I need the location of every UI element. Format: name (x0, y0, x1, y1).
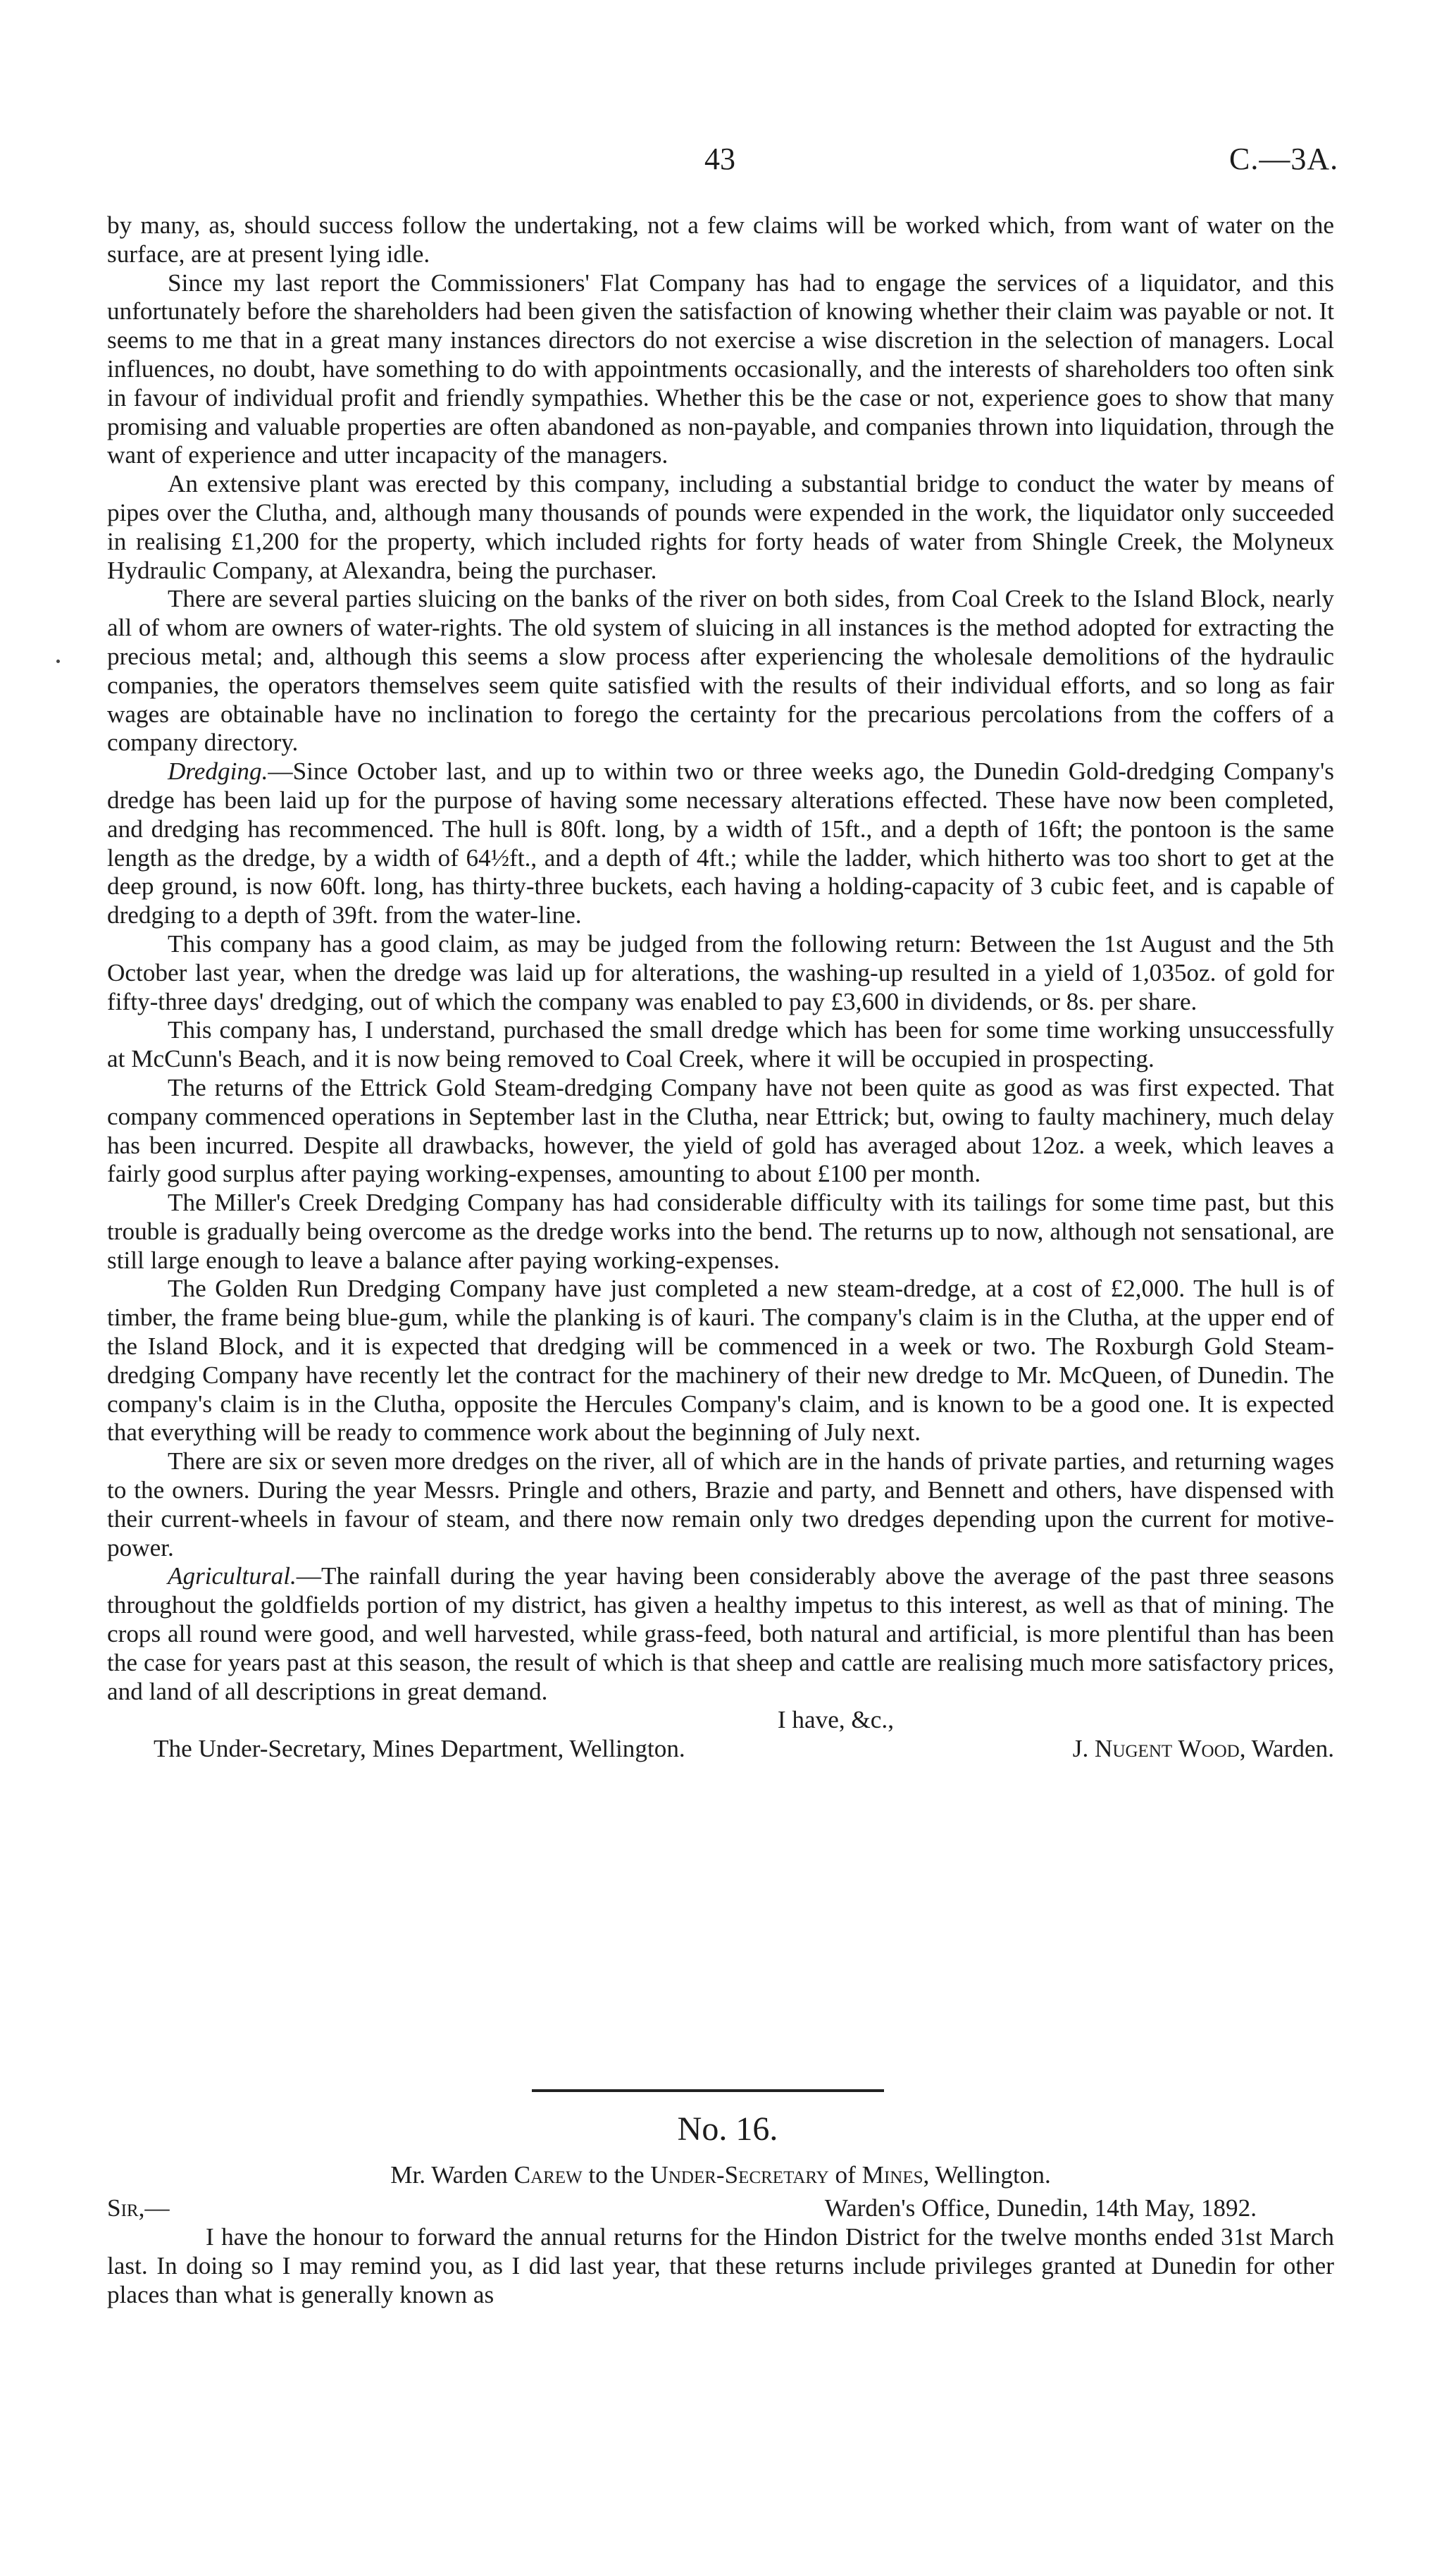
document-reference: C.—3A. (1229, 142, 1339, 176)
sign-off: I have, &c., (777, 1706, 894, 1734)
paragraph-plant: An extensive plant was erected by this company, including a substantial bridge to conduct the water by means of pipes over the Clutha, and, although many thousands of pounds were expended in the work, the liquidator only succeeded in realising £1,200 for the property, which included rights for forty heads of water from Shingle Creek, the Molyneux Hydraulic Company, at Alexandra, being the purchaser. (107, 470, 1334, 584)
paragraph-claim-return: This company has a good claim, as may be judged from the following return: Between the 1st August and the 5th October last year, when the dredge was laid up for alterations, the washing-up resulted in a yield of 1,035oz. of gold for fifty-three days' dredging, out of which the company was enabled to pay £3,600 in dividends, or 8s. per share. (107, 929, 1334, 1015)
heading-recipient: Under-Secretary (650, 2161, 829, 2189)
paragraph-golden-run: The Golden Run Dredging Company have just completed a new steam-dredge, at a cost of £2,000. The hull is of timber, the frame being blue-gum, while the planking is of kauri. The company's claim is in the Clutha, at the upper end of the Island Block, and it is expected that dredging will be commenced in a week or two. The Roxburgh Gold Steam-dredging Company have recently let the contract for the machinery of their new dredge to Mr. McQueen, of Dunedin. The company's claim is in the Clutha, opposite the Hercules Company's claim, and is known to be a good one. It is expected that everything will be ready to commence work about the beginning of July next. (107, 1275, 1334, 1447)
heading-suffix: , Wellington. (923, 2161, 1051, 2189)
paragraph-continuation: by many, as, should success follow the undertaking, not a few claims will be worked which, from want of water on the surface, are at present lying idle. (107, 211, 1334, 268)
heading-mines: Mines (861, 2161, 923, 2189)
heading-prefix: Mr. Warden (390, 2161, 514, 2189)
margin-speck (56, 660, 60, 663)
section-divider (532, 2089, 884, 2092)
agricultural-text: —The rainfall during the year having been considerably above the average of the past three seasons throughout the goldfields portion of my district, has given a healthy impetus to this interest, as well as that of mining. The crops all round were good, and well harvested, while grass-feed, both natural and artificial, is more plentiful than has been the case for years past at this season, the result of which is that sheep and cattle are realising much more satisfactory prices, and land of all descriptions in great demand. (107, 1562, 1334, 1705)
paragraph-sluicing: There are several parties sluicing on the banks of the river on both sides, from Coal Creek to the Island Block, nearly all of whom are owners of water-rights. The old system of sluicing in all instances is the method adopted for extracting the precious metal; and, although this seems a slow process after experiencing the wholesale demolitions of the hydraulic companies, the operators themselves seem quite satisfied with the results of their individual efforts, and so long as fair wages are obtainable have no inclination to forego the certainty for the precarious percolations from the coffers of a company directory. (107, 585, 1334, 757)
salutation-row (107, 2194, 1334, 2222)
paragraph-private-dredges: There are six or seven more dredges on the river, all of which are in the hands of private parties, and returning wages to the owners. During the year Messrs. Pringle and others, Brazie and party, and Bennett and others, have dispensed with their current-wheels in favour of steam, and there now remain only two dredges depending upon the current for motive-power. (107, 1447, 1334, 1561)
page-header (0, 141, 1456, 183)
heading-of: of (828, 2161, 862, 2189)
paragraph-ettrick: The returns of the Ettrick Gold Steam-dredging Company have not been quite as good as was first expected. That company commenced operations in September last in the Clutha, near Ettrick; but, owing to faulty machinery, much delay has been incurred. Despite all drawbacks, however, the yield of gold has averaged about 12oz. a week, which leaves a fairly good surplus after paying working-expenses, amounting to about £100 per month. (107, 1073, 1334, 1188)
letter-heading (107, 2160, 1334, 2189)
recipient-line: The Under-Secretary, Mines Department, Wellington. (154, 1735, 685, 1763)
report-body (107, 211, 1334, 1764)
paragraph-small-dredge: This company has, I understand, purchased the small dredge which has been for some time working unsuccessfully at McCunn's Beach, and it is now being removed to Coal Creek, where it will be occupied in prospecting. (107, 1016, 1334, 1073)
signature-title: , Warden. (1239, 1735, 1334, 1763)
paragraph-agricultural (107, 1562, 1334, 1706)
heading-sender: Carew (514, 2161, 583, 2189)
paragraph-liquidator: Since my last report the Commissioners' Flat Company has had to engage the services of a liquidator, and this unfortunately before the shareholders had been given the satisfaction of knowing whether their claim was payable or not. It seems to me that in a great many instances directors do not exercise a wise discretion in the selection of managers. Local influences, no doubt, have something to do with appointments occasionally, and the interests of shareholders too often sink in favour of individual profit and friendly sympathies. Whether this be the case or not, experience goes to show that many promising and valuable properties are often abandoned as non-payable, and companies thrown into liquidation, through the want of experience and utter incapacity of the managers. (107, 268, 1334, 469)
letter-no-16 (107, 2108, 1334, 2309)
place-date: Warden's Office, Dunedin, 14th May, 1892. (824, 2194, 1257, 2222)
agricultural-label: Agricultural. (168, 1562, 297, 1590)
paragraph-dredging (107, 757, 1334, 930)
heading-mid: to the (582, 2161, 651, 2189)
recipient-signature-row (107, 1735, 1334, 1764)
letter-body: I have the honour to forward the annual returns for the Hindon District for the twelve months ended 31st March last. In doing so I may remind you, as I did last year, that these returns include privileges granted at Dunedin for other places than what is generally known as (107, 2223, 1334, 2308)
sign-off-row (107, 1706, 1334, 1735)
signature-name: J. Nugent Wood (1072, 1735, 1240, 1763)
letter-number: No. 16. (677, 2110, 778, 2148)
salutation: Sir,— (107, 2194, 170, 2222)
page-number: 43 (704, 142, 735, 176)
dredging-label: Dredging. (168, 757, 268, 786)
paragraph-millers-creek: The Miller's Creek Dredging Company has had considerable difficulty with its tailings for some time past, but this trouble is gradually being overcome as the dredge works into the bend. The returns up to now, although not sensational, are still large enough to leave a balance after paying working-expenses. (107, 1189, 1334, 1274)
signature (1073, 1735, 1334, 1764)
dredging-text: —Since October last, and up to within two or three weeks ago, the Dunedin Gold-dredging Company's dredge has been laid up for the purpose of having some necessary alterations effected. These have now been completed, and dredging has recommenced. The hull is 80ft. long, by a width of 15ft., and a depth of 16ft; the pontoon is the same length as the dredge, by a width of 64½ft., and a depth of 4ft.; while the ladder, which hitherto was too short to get at the deep ground, is now 60ft. long, has thirty-three buckets, each having a holding-capacity of 3 cubic feet, and is capable of dredging to a depth of 39ft. from the water-line. (107, 757, 1334, 929)
